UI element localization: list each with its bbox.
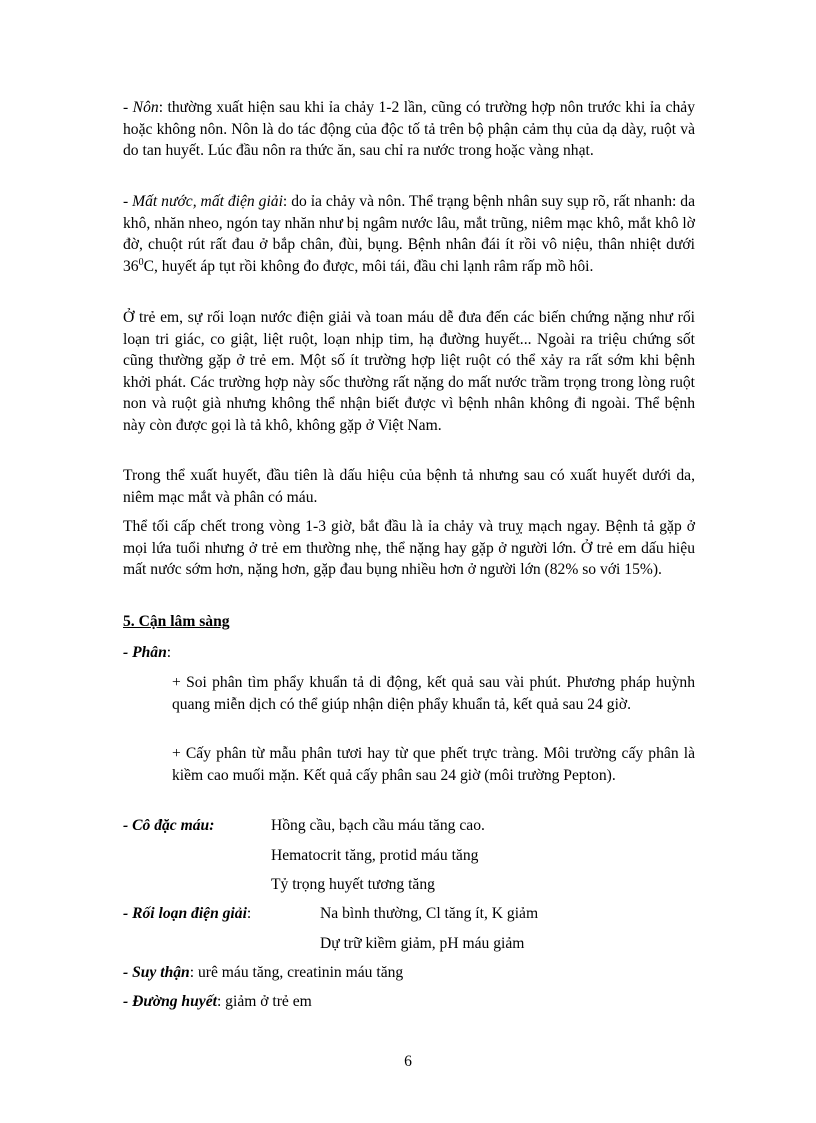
page-number: 6: [404, 1053, 412, 1070]
section-heading: 5. Cận lâm sàng: [123, 613, 230, 630]
non-label: - Nôn: [123, 99, 159, 116]
co-dac-mau-line-1: Hồng cầu, bạch cầu máu tăng cao.: [271, 817, 485, 834]
mat-nuoc-text-b: C, huyết áp tụt rồi không đo được, môi tái, đầu chi lạnh râm rấp mồ hôi.: [143, 257, 594, 275]
mat-nuoc-text-a: : do ỉa chảy và nôn. Thể trạng bệnh nhân suy sụp rõ, rất nhanh: da khô, nhăn nheo, ngón tay nhăn như bị ngâm nước lâu, mắt trũng, niêm mạc khô, mắt khô lờ đờ, chuột rút rất đau ở bắp chân, đùi, bụng. Bệnh nhân đái ít rồi vô niệu, thân nhiệt dưới 36: [123, 193, 695, 275]
suy-than-line: [123, 962, 403, 984]
duong-huyet-line: [123, 991, 312, 1013]
dien-giai-heading: [123, 903, 251, 925]
co-dac-mau-line-3: Tỷ trọng huyết tương tăng: [271, 876, 435, 893]
dien-giai-line-1: Na bình thường, Cl tăng ít, K giảm: [320, 905, 539, 922]
phan-item-2: + Cấy phân từ mẫu phân tươi hay từ que phết trực tràng. Môi trường cấy phân là kiềm cao muối mặn. Kết quả cấy phân sau 24 giờ (môi trường Pepton).: [172, 745, 695, 784]
phan-colon: :: [166, 644, 172, 661]
co-dac-mau-line-2: Hematocrit tăng, protid máu tăng: [271, 847, 479, 864]
mat-nuoc-label: - Mất nước, mất điện giải: [123, 193, 283, 210]
duong-huyet-text: : giảm ở trẻ em: [216, 993, 312, 1010]
phan-item-1: + Soi phân tìm phẩy khuẩn tả di động, kết quả sau vài phút. Phương pháp huỳnh quang miễn dịch có thể giúp nhận diện phẩy khuẩn tả, kết quả sau 24 giờ.: [172, 674, 695, 713]
paragraph-mat-nuoc: [123, 191, 695, 277]
phan-heading: [123, 642, 171, 664]
non-text: : thường xuất hiện sau khi ỉa chảy 1-2 lần, cũng có trường hợp nôn trước khi ỉa chảy hoặc không nôn. Nôn là do tác động của độc tố tả trên bộ phận cảm thụ của dạ dày, ruột và do tan huyết. Lúc đầu nôn ra thức ăn, sau chỉ ra nước trong hoặc vàng nhạt.: [123, 99, 695, 159]
suy-than-text: : urê máu tăng, creatinin máu tăng: [189, 964, 404, 981]
superscript-zero: 0: [138, 256, 144, 268]
paragraph-non: [123, 97, 695, 162]
co-dac-mau-label: - Cô đặc máu:: [123, 817, 215, 834]
dien-giai-colon: :: [246, 905, 252, 922]
dien-giai-line-2: Dự trữ kiềm giảm, pH máu giảm: [320, 935, 525, 952]
suy-than-label: - Suy thận: [123, 964, 190, 981]
paragraph-tre-em: Ở trẻ em, sự rối loạn nước điện giải và toan máu dễ đưa đến các biến chứng nặng như rối loạn tri giác, co giật, liệt ruột, loạn nhịp tim, hạ đường huyết... Ngoài ra triệu chứng sốt cũng thường gặp ở trẻ em. Một số ít trường hợp liệt ruột có thể xảy ra rất sớm khi bệnh khởi phát. Các trường hợp này sốc thường rất nặng do mất nước trầm trọng trong lòng ruột non và ruột già nhưng không thể nhận biết được vì bệnh nhân không đi ngoài. Thể bệnh này còn được gọi là tả khô, không gặp ở Việt Nam.: [123, 309, 695, 434]
dien-giai-label: - Rối loạn điện giải: [123, 905, 247, 922]
paragraph-xuat-huyet: Trong thể xuất huyết, đầu tiên là dấu hiệu của bệnh tả nhưng sau có xuất huyết dưới da, niêm mạc mắt và phân có máu.: [123, 467, 695, 506]
phan-label: - Phân: [123, 644, 167, 661]
paragraph-toi-cap: Thể tối cấp chết trong vòng 1-3 giờ, bắt đầu là ỉa chảy và truỵ mạch ngay. Bệnh tả gặp ở mọi lứa tuổi nhưng ở trẻ em thường nhẹ, thể nặng hay gặp ở người lớn. Ở trẻ em dấu hiệu mất nước sớm hơn, nặng hơn, gặp đau bụng nhiều hơn ở người lớn (82% so với 15%).: [123, 518, 695, 578]
duong-huyet-label: - Đường huyết: [123, 993, 217, 1010]
